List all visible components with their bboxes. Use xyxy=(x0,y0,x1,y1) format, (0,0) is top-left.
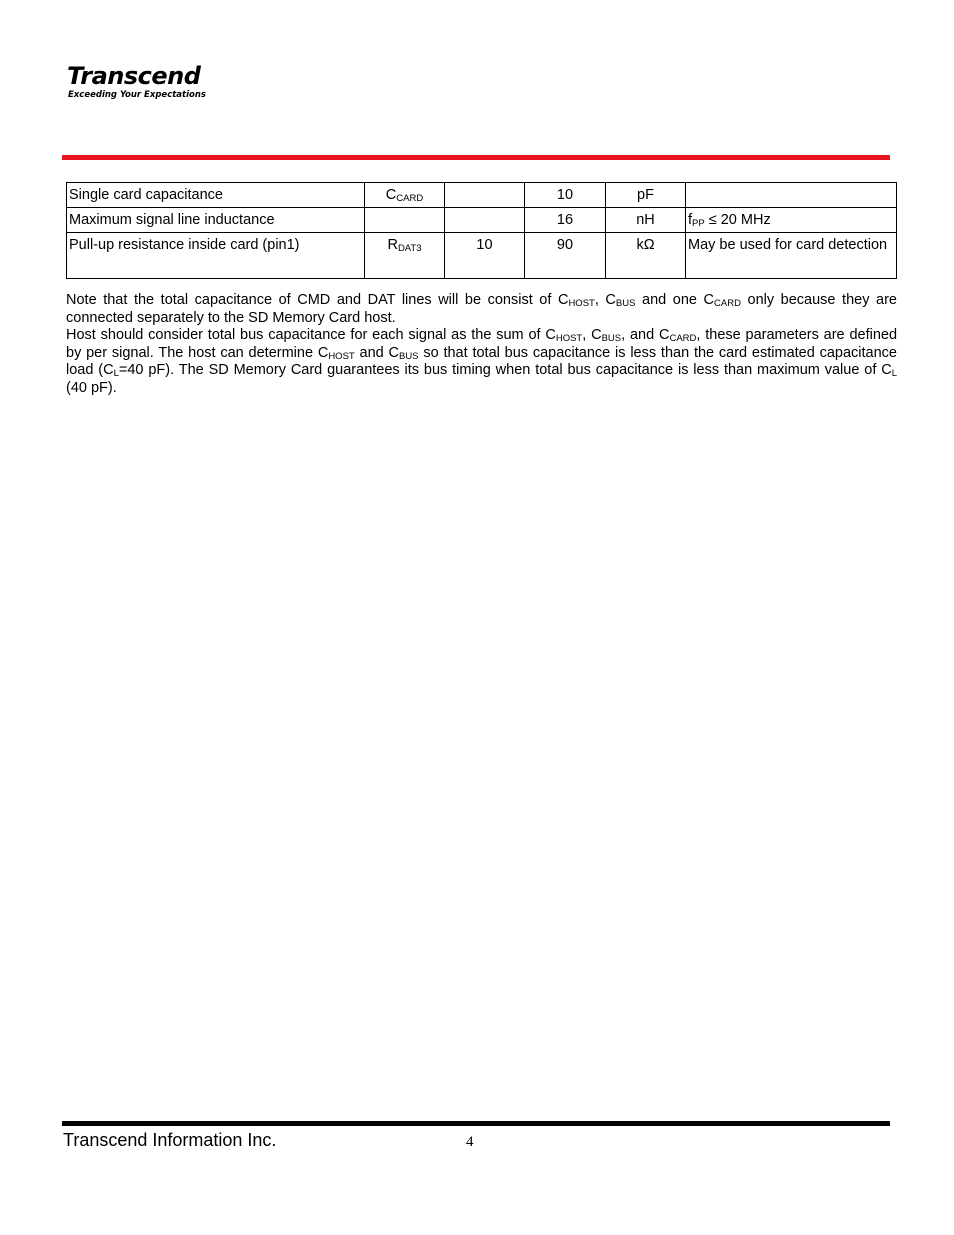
remark-cell: May be used for card detection xyxy=(686,233,897,279)
symbol-cell xyxy=(365,208,445,233)
table-row xyxy=(67,183,897,208)
header-red-rule xyxy=(62,155,890,160)
parameter-cell: Maximum signal line inductance xyxy=(67,208,365,233)
symbol-cell: $R_{DAT3}$ xyxy=(365,233,445,279)
parameter-cell: Pull-up resistance inside card (pin1) xyxy=(67,233,365,279)
max-cell: 10 xyxy=(525,183,606,208)
unit-cell: pF xyxy=(606,183,686,208)
symbol-cell: $C_{CARD}$ xyxy=(365,183,445,208)
spec-table xyxy=(66,182,897,279)
footer-rule xyxy=(62,1121,890,1126)
unit-cell: nH xyxy=(606,208,686,233)
max-cell: 90 xyxy=(525,233,606,279)
note-paragraph-2: Host should consider total bus capacitance for each signal as the sum of $C_{HOST}$, $C_{BUS}$, and $C_{CARD}$, these parameters are defined by per signal. The host can determine $C_{HOST}$ and $C_{BUS}$ so that total bus capacitance is less than the card estimated capacitance load ($C_L=40$ pF). The SD Memory Card guarantees its bus timing when total bus capacitance is less than maximum value of $C_L$ (40 pF). xyxy=(66,327,898,396)
min-cell: 10 xyxy=(445,233,525,279)
table-row xyxy=(67,233,897,279)
footer-company: Transcend Information Inc. xyxy=(63,1130,277,1150)
max-cell: 16 xyxy=(525,208,606,233)
table-row xyxy=(67,208,897,233)
brand-logo xyxy=(67,62,206,100)
note-paragraph-1: Note that the total capacitance of CMD and DAT lines will be consist of $C_{HOST}$, $C_{BUS}$ and one $C_{CARD}$ only because they are connected separately to the SD Memory Card host. xyxy=(66,292,897,326)
brand-name: Transcend xyxy=(67,62,201,90)
min-cell xyxy=(445,183,525,208)
parameter-cell: Single card capacitance xyxy=(67,183,365,208)
notes-section xyxy=(66,292,897,397)
remark-cell xyxy=(686,183,897,208)
unit-cell: kΩ xyxy=(606,233,686,279)
min-cell xyxy=(445,208,525,233)
remark-cell: $f_{PP} \le 20$ MHz xyxy=(686,208,897,233)
page-number: 4 xyxy=(466,1134,474,1150)
brand-tagline: Exceeding Your Expectations xyxy=(68,90,206,100)
